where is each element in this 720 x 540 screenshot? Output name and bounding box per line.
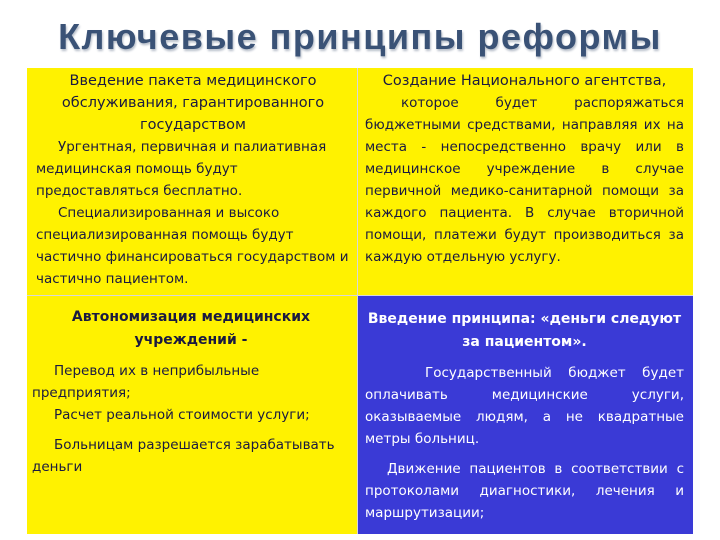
quadrant-autonomization bbox=[27, 296, 358, 534]
national-agency-body: которое будет распоряжаться бюджетными средствами, направляя их на места - непосредственно врачу или в медицинское учреждение в случае первичной медико-санитарной помощи за каждого пациента. В случае вторичной помощи, платежи будут производиться за каждую отдельную услугу. bbox=[365, 95, 684, 265]
quadrant-money-follows-patient bbox=[358, 296, 693, 534]
guaranteed-package-heading: Введение пакета медицинского обслуживания, гарантированного государством bbox=[61, 73, 325, 133]
national-agency-heading: Создание Национального агентства, bbox=[382, 73, 667, 89]
autonomization-item-nonprofit: Перевод их в неприбыльные предприятия; bbox=[32, 363, 260, 401]
guaranteed-package-free-care: Ургентная, первичная и палиативная медицинская помощь будут предоставляться бесплатно. bbox=[36, 139, 327, 199]
money-follows-patient-protocols: Движение пациентов в соответствии с протоколами диагностики, лечения и маршрутизации; bbox=[365, 461, 684, 521]
money-follows-patient-heading: Введение принципа: «деньги следуют за пациентом». bbox=[367, 311, 682, 350]
quadrant-guaranteed-package bbox=[27, 68, 358, 295]
slide-title: Ключевые принципы реформы bbox=[58, 16, 662, 57]
autonomization-item-cost: Расчет реальной стоимости услуги; bbox=[54, 407, 310, 423]
money-follows-patient-budget: Государственный бюджет будет оплачивать медицинские услуги, оказываемые людям, а не квадратные метры больниц. bbox=[365, 365, 684, 447]
autonomization-item-earn: Больницам разрешается зарабатывать деньги bbox=[32, 437, 335, 475]
grid-divider-horizontal bbox=[27, 295, 693, 296]
autonomization-heading: Автономизация медицинских учреждений - bbox=[71, 309, 311, 348]
grid-divider-vertical bbox=[357, 68, 358, 534]
quadrant-national-agency bbox=[358, 68, 693, 295]
guaranteed-package-co-financing: Специализированная и высоко специализированная помощь будут частично финансироваться государством и частично пациентом. bbox=[36, 205, 349, 287]
